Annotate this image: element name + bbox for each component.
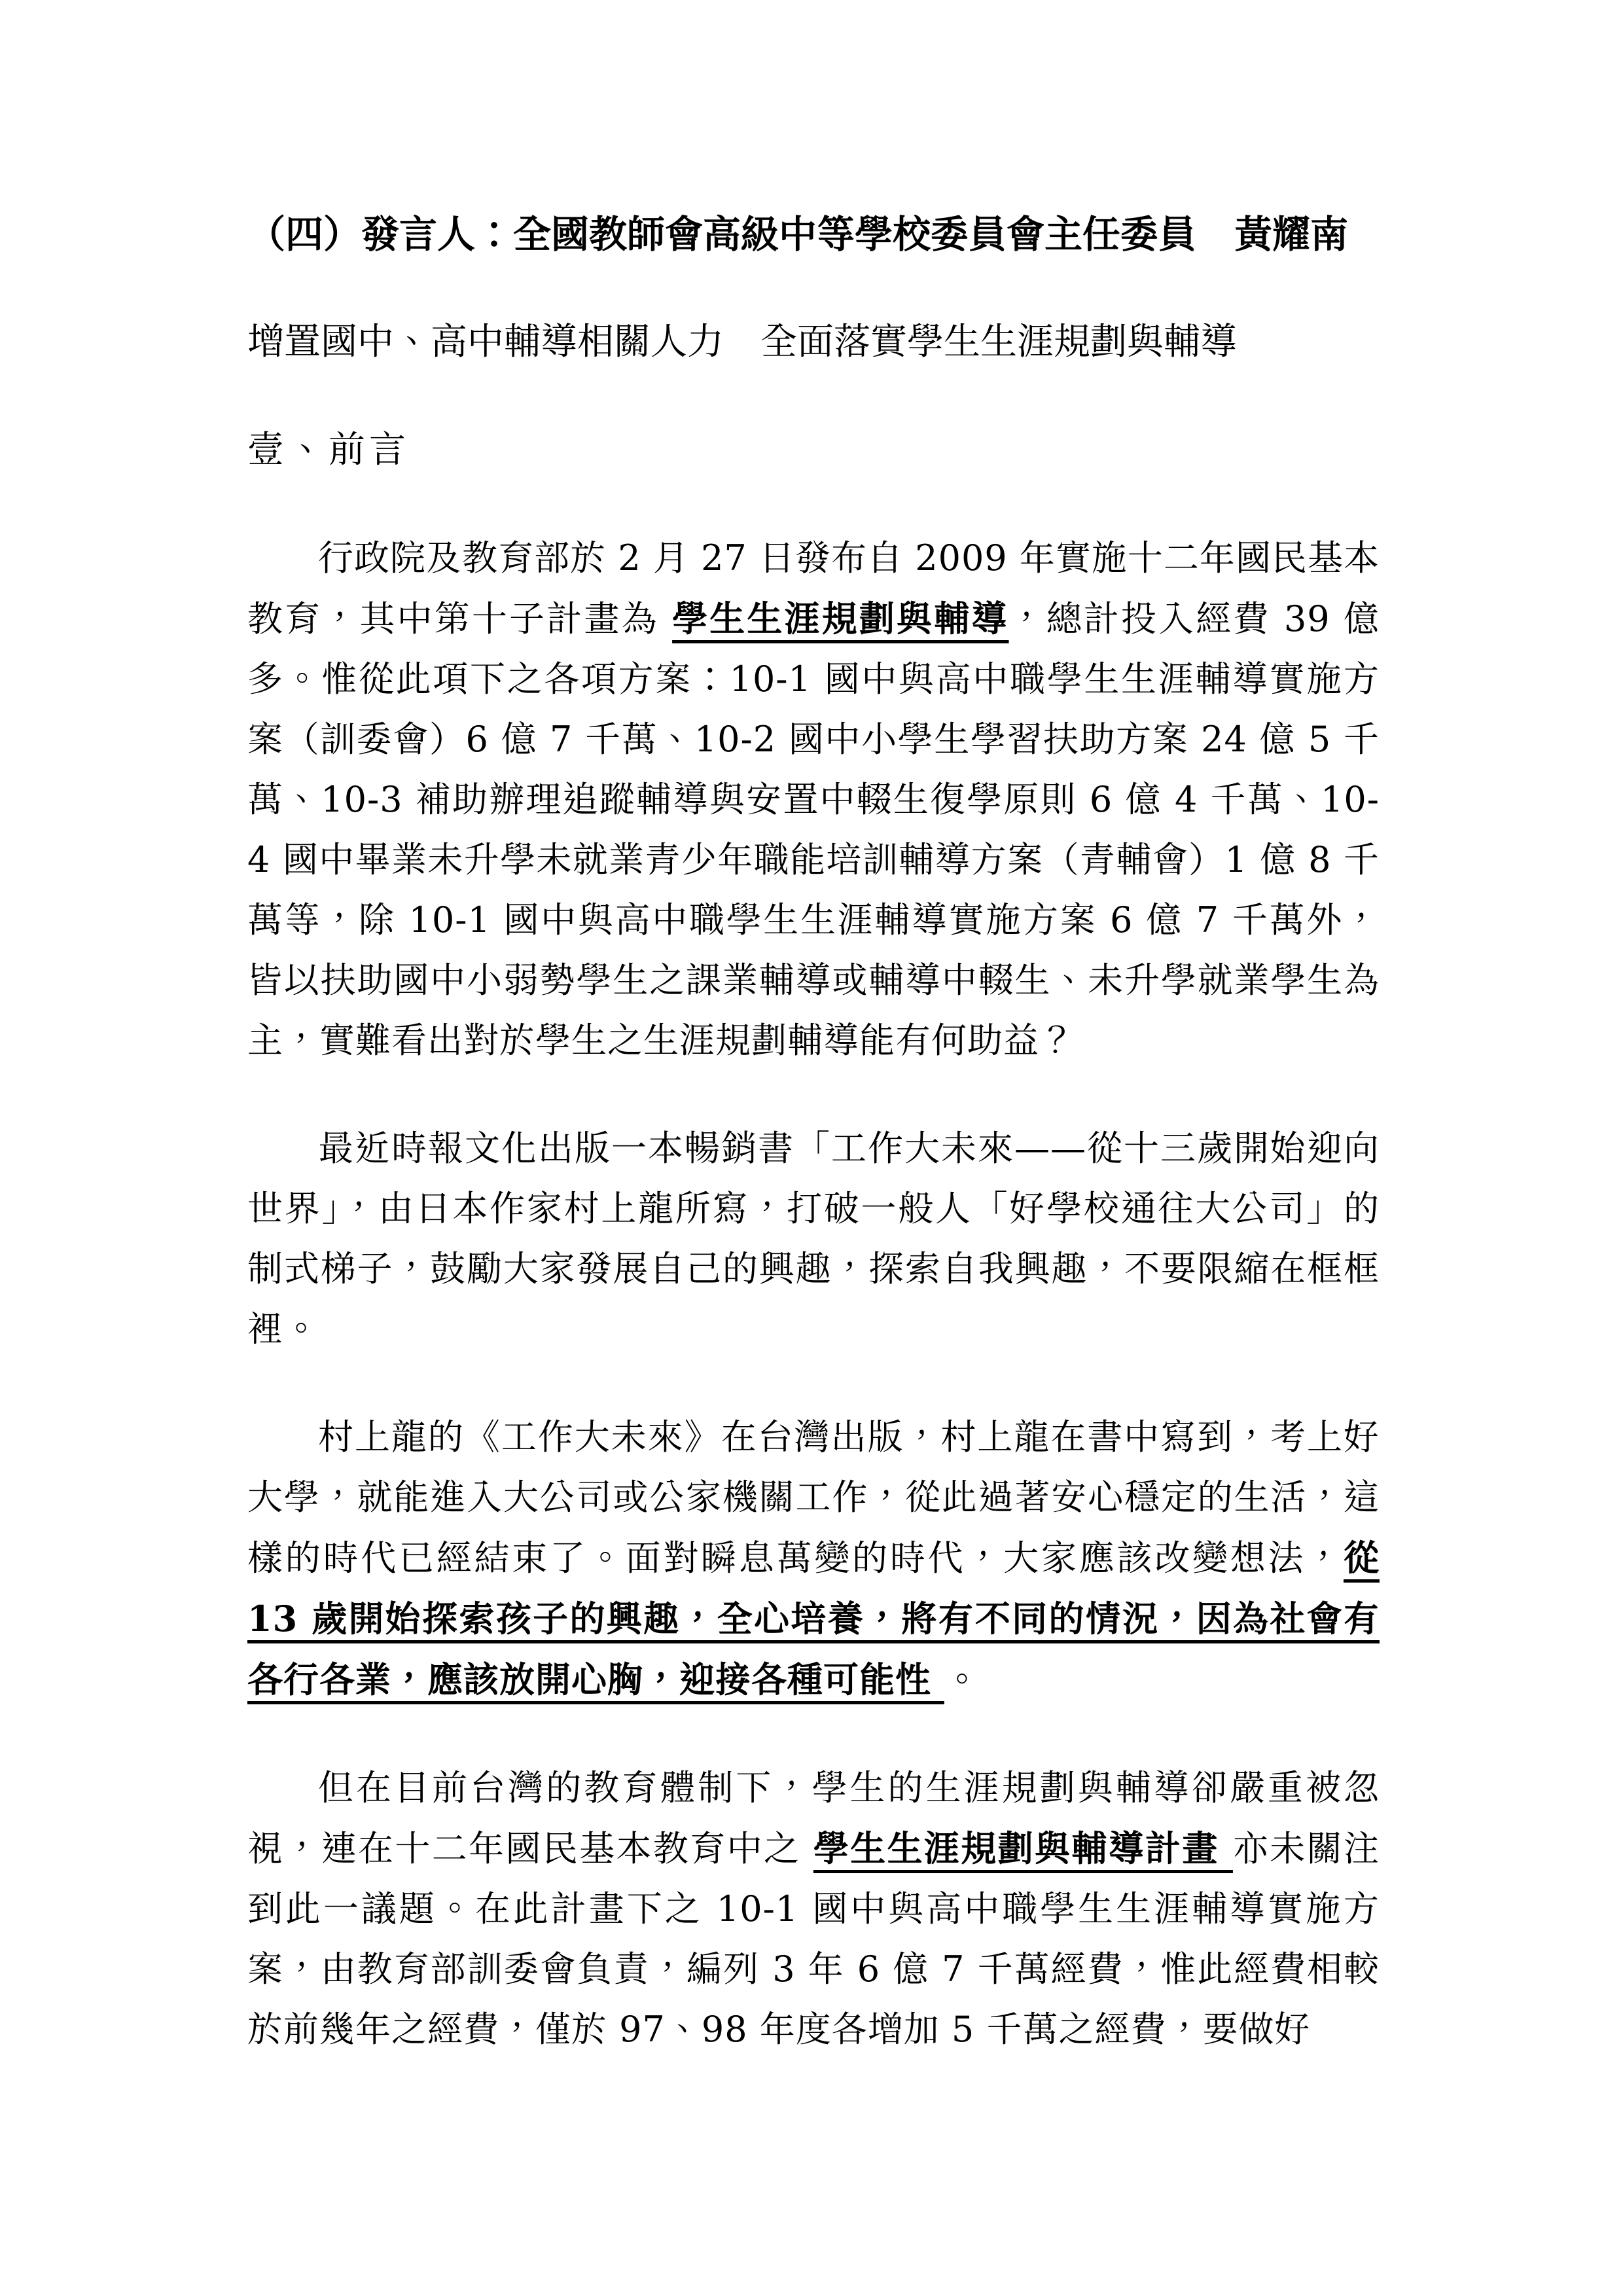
doc-subtitle: 增置國中、高中輔導相關人力 全面落實學生生涯規劃與輔導: [247, 321, 1237, 363]
paragraph-2-text: 最近時報文化出版一本暢銷書「工作大未來——從十三歲開始迎向世界」，由日本作家村上龍所寫，打破一般人「好學校通往大公司」的制式梯子，鼓勵大家發展自己的興趣，探索自我興趣，不要限縮在框框裡。: [247, 1128, 1380, 1350]
paragraph-3-text-before: 村上龍的《工作大未來》在台灣出版，村上龍在書中寫到，考上好大學，就能進入大公司或公家機關工作，從此過著安心穩定的生活，這樣的時代已經結束了。面對瞬息萬變的時代，大家應該改變想法，: [247, 1416, 1380, 1579]
paragraph-4-highlight: 學生生涯規劃與輔導計畫: [813, 1827, 1233, 1869]
paragraph-1-text-before: 行政院及教育部於 2 月 27 日發布自 2009 年實施十二年國民基本教育，其中第十子計畫為: [247, 537, 1380, 639]
paragraph-1-highlight: 學生生涯規劃與輔導: [672, 598, 1009, 639]
paragraph-1-text-after: ，總計投入經費 39 億多。惟從此項下之各項方案：10-1 國中與高中職學生生涯輔導實施方案（訓委會）6 億 7 千萬、10-2 國中小學生學習扶助方案 24 億 5 千萬、10-3 補助辦理追蹤輔導與安置中輟生復學原則 6 億 4 千萬、10-4 國中畢業未升學未就業青少年職能培訓輔導方案（青輔會）1 億 8 千萬等，除 10-1 國中與高中職學生生涯輔導實施方案 6 億 7 千萬外，皆以扶助國中小弱勢學生之課業輔導或輔導中輟生、未升學就業學生為主，實難看出對於學生之生涯規劃輔導能有何助益？: [247, 598, 1380, 1061]
paragraph-2: [247, 1119, 1380, 1359]
paragraph-4: [247, 1758, 1380, 2060]
speaker-title: （四）發言人：全國教師會高級中等學校委員會主任委員 黃耀南: [247, 212, 1349, 257]
paragraph-4-text-before: 但在目前台灣的教育體制下，學生的生涯規劃與輔導卻嚴重被忽視，連在十二年國民基本教育中之: [247, 1767, 1380, 1869]
paragraph-3-highlight: 從 13 歲開始探索孩子的興趣，全心培養，將有不同的情況，因為社會有各行各業，應該放開心胸，迎接各種可能性: [247, 1537, 1380, 1700]
paragraph-1: [247, 528, 1380, 1071]
paragraph-3: [247, 1407, 1380, 1710]
section-heading-preface: 壹、前言: [247, 429, 410, 471]
paragraph-3-text-after: 。: [944, 1659, 980, 1700]
paragraph-4-text-after: 亦未關注到此一議題。在此計畫下之 10-1 國中與高中職學生生涯輔導實施方案，由教育部訓委會負責，編列 3 年 6 億 7 千萬經費，惟此經費相較於前幾年之經費，僅於 97、98 年度各增加 5 千萬之經費，要做好: [247, 1828, 1380, 2050]
